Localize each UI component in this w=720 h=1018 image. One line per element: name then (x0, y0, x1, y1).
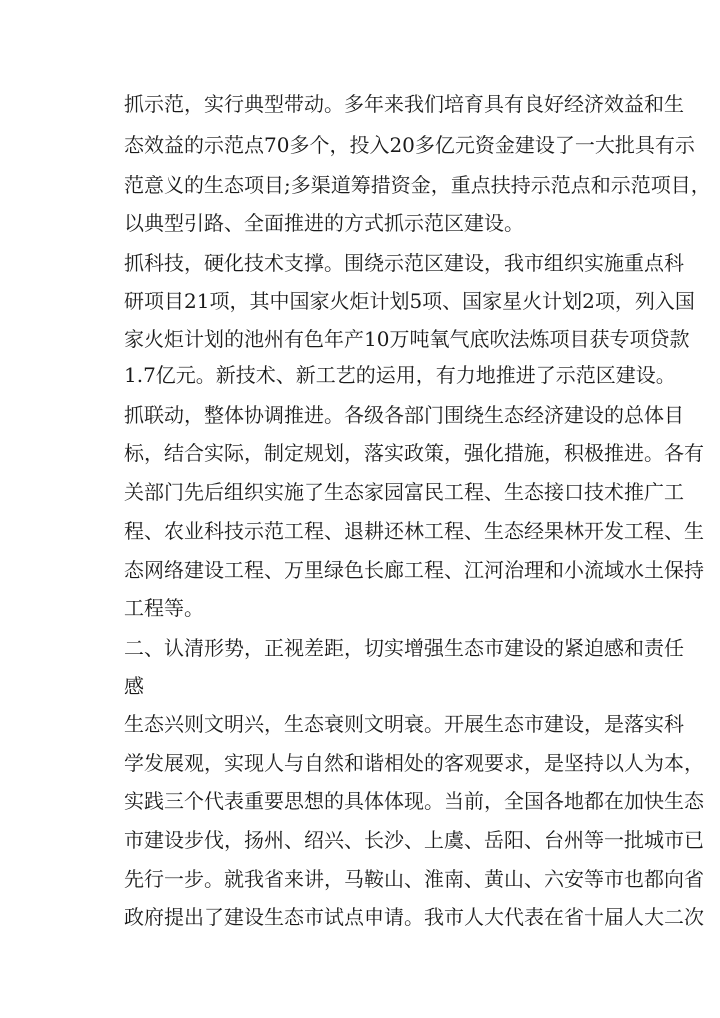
text-line: 先行一步。就我省来讲，马鞍山、淮南、黄山、六安等市也都向省 (124, 867, 704, 891)
text-line: 范意义的生态项目;多渠道筹措资金，重点扶持示范点和示范项目， (124, 173, 711, 197)
text-line: 研项目21项，其中国家火炬计划5项、国家星火计划2项，列入国 (124, 289, 695, 313)
text-line: 程、农业科技示范工程、退耕还林工程、生态经果林开发工程、生 (124, 519, 704, 543)
text-line: 态网络建设工程、万里绿色长廊工程、江河治理和小流域水土保持 (124, 558, 704, 582)
text-line: 学发展观，实现人与自然和谐相处的客观要求，是坚持以人为本， (124, 751, 704, 775)
text-line: 实践三个代表重要思想的具体体现。当前，全国各地都在加快生态 (124, 789, 704, 813)
text-line: 政府提出了建设生态市试点申请。我市人大代表在省十届人大二次 (124, 905, 704, 929)
text-line: 关部门先后组织实施了生态家园富民工程、生态接口技术推广工 (124, 480, 684, 504)
text-line: 态效益的示范点70多个，投入20多亿元资金建设了一大批具有示 (124, 133, 695, 157)
text-line: 以典型引路、全面推进的方式抓示范区建设。 (124, 211, 524, 235)
text-line: 抓示范，实行典型带动。多年来我们培育具有良好经济效益和生 (124, 92, 684, 116)
text-line: 市建设步伐，扬州、绍兴、长沙、上虞、岳阳、台州等一批城市已 (124, 828, 704, 852)
text-line: 1.7亿元。新技术、新工艺的运用，有力地推进了示范区建设。 (124, 363, 676, 387)
text-line: 生态兴则文明兴，生态衰则文明衰。开展生态市建设，是落实科 (124, 712, 684, 736)
text-line: 标，结合实际，制定规划，落实政策，强化措施，积极推进。各有 (124, 441, 704, 465)
section-heading: 二、认清形势，正视差距，切实增强生态市建设的紧迫感和责任 (124, 636, 684, 660)
section-heading: 感 (124, 674, 144, 698)
text-line: 抓联动，整体协调推进。各级各部门围绕生态经济建设的总体目 (124, 403, 684, 427)
text-line: 家火炬计划的池州有色年产10万吨氧气底吹法炼项目获专项贷款 (124, 327, 690, 351)
text-line: 抓科技，硬化技术支撑。围绕示范区建设，我市组织实施重点科 (124, 251, 684, 275)
text-line: 工程等。 (124, 596, 204, 620)
